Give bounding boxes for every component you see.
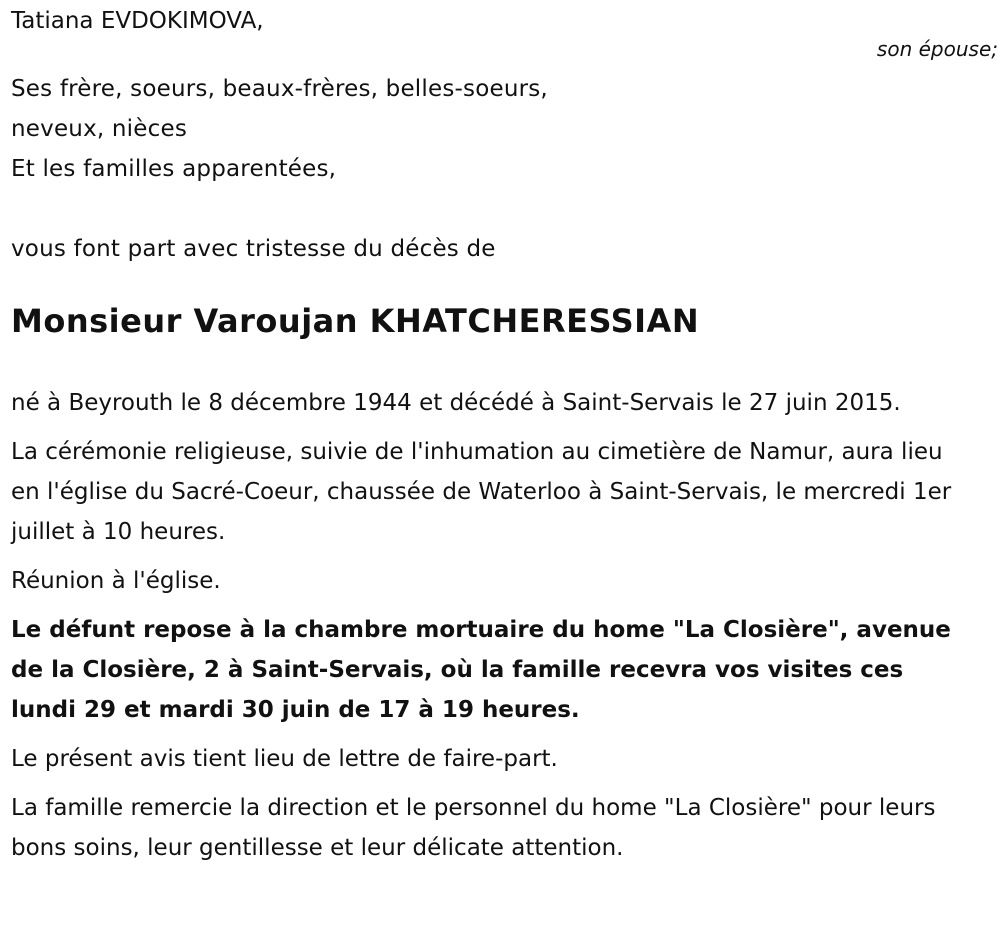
thanks-paragraph: La famille remercie la direction et le personnel du home "La Closière" pour leurs bons soins, leur gentillesse et leur délicate attention. — [11, 795, 936, 861]
family-line-siblings: Ses frère, soeurs, beaux-frères, belles-soeurs, — [11, 76, 548, 102]
obituary-notice — [11, 0, 998, 868]
ceremony-paragraph: La cérémonie religieuse, suivie de l'inhumation au cimetière de Namur, aura lieu en l'église du Sacré-Coeur, chaussée de Waterloo à Saint-Servais, le mercredi 1er juillet à 10 heures. — [11, 439, 952, 545]
wife-name: Tatiana EVDOKIMOVA, — [11, 8, 264, 34]
wife-role: son épouse; — [876, 37, 998, 61]
family-block — [11, 69, 986, 189]
family-line-nephews: neveux, nièces — [11, 116, 187, 142]
deceased-name: Monsieur Varoujan KHATCHERESSIAN — [11, 302, 700, 340]
wife-row — [11, 0, 998, 61]
notice-paragraph: Le présent avis tient lieu de lettre de faire-part. — [11, 746, 558, 772]
birth-death-paragraph: né à Beyrouth le 8 décembre 1944 et décédé à Saint-Servais le 27 juin 2015. — [11, 390, 901, 416]
family-line-relatives: Et les familles apparentées, — [11, 156, 337, 182]
announcement-text: vous font part avec tristesse du décès de — [11, 236, 496, 262]
visitation-paragraph: Le défunt repose à la chambre mortuaire du home "La Closière", avenue de la Closière, 2 à Saint-Servais, où la famille recevra vos visites ces lundi 29 et mardi 30 juin de 17 à 19 heures. — [11, 617, 951, 723]
reunion-paragraph: Réunion à l'église. — [11, 568, 221, 594]
